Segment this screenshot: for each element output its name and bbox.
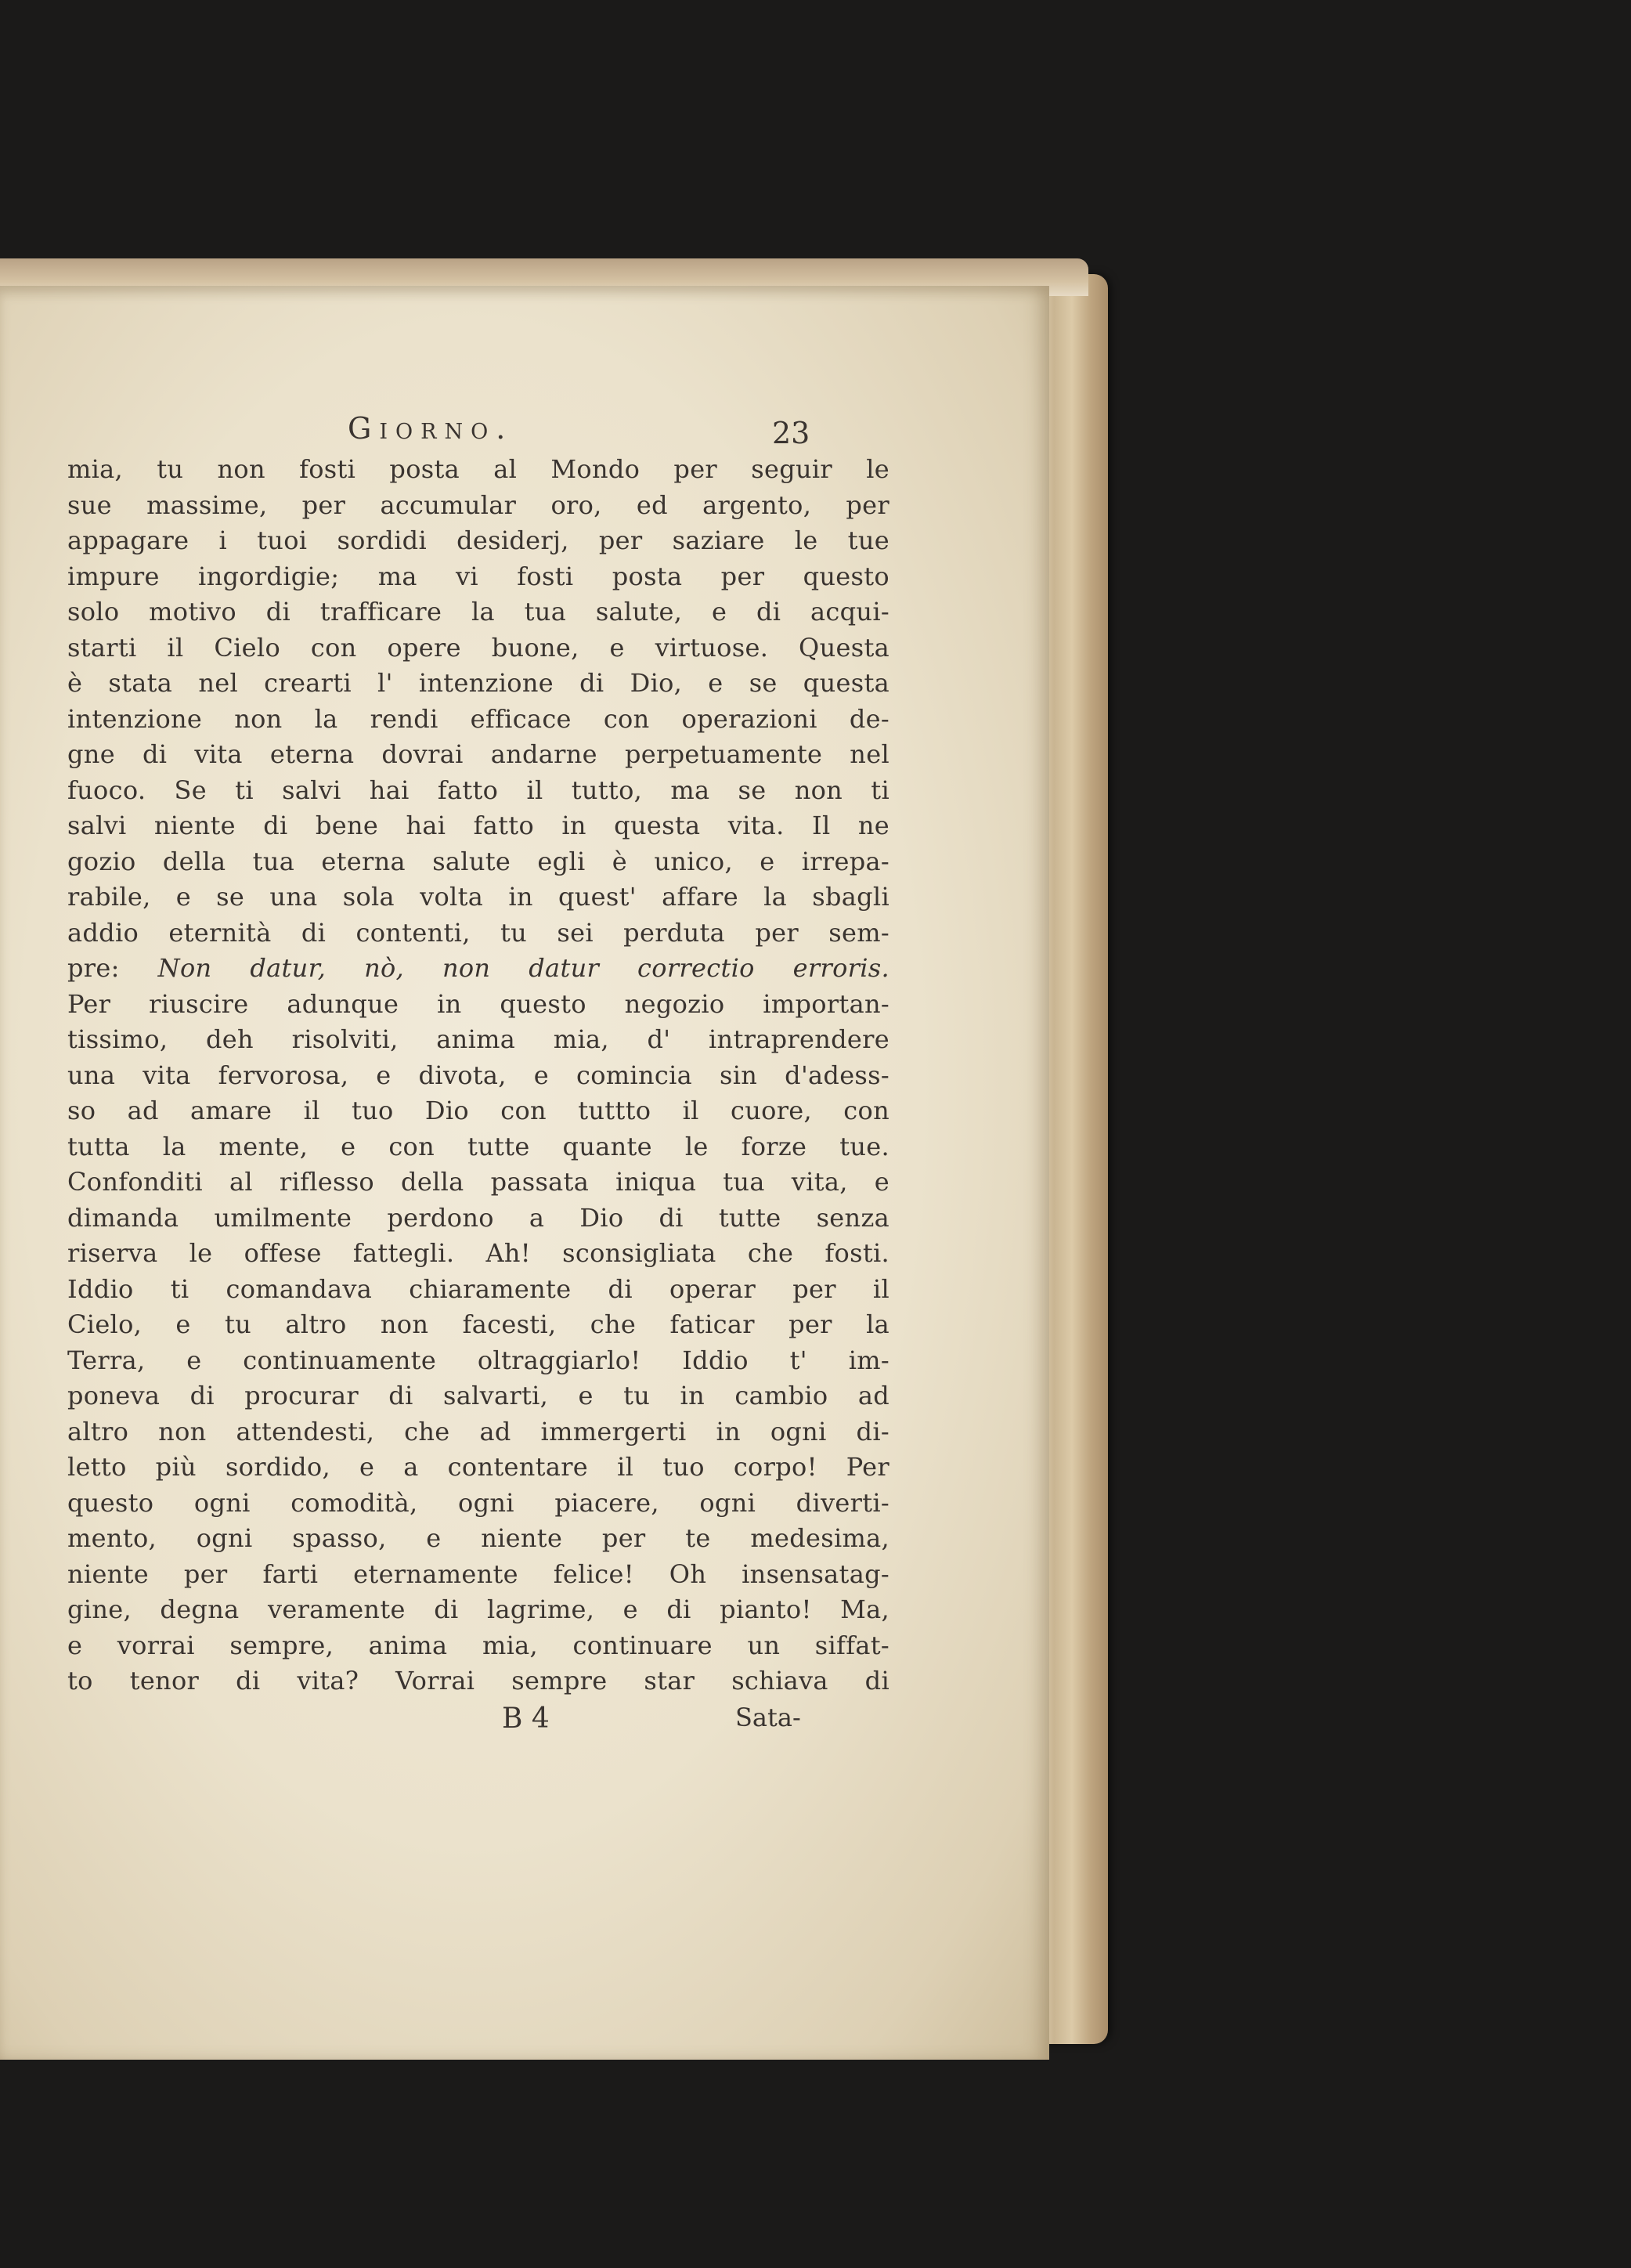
text-line: altro non attendesti, che ad immergerti in ogni di- xyxy=(67,1416,889,1446)
text-line: starti il Cielo con opere buone, e virtuose. Questa xyxy=(67,632,889,663)
text-line: sue massime, per accumular oro, ed argento, per xyxy=(67,489,889,520)
text-line: letto più sordido, e a contentare il tuo corpo! Per xyxy=(67,1452,889,1482)
text-line: gozio della tua eterna salute egli è unico, e irrepa- xyxy=(67,846,889,876)
text-line-latin-quote: pre: Non datur, nò, non datur correctio erroris. xyxy=(67,953,889,983)
text-line: rabile, e se una sola volta in quest' affare la sbagli xyxy=(67,882,889,912)
text-line: Confonditi al riflesso della passata iniqua tua vita, e xyxy=(67,1167,889,1197)
text-line: tissimo, deh risolviti, anima mia, d' intraprendere xyxy=(67,1024,889,1054)
text-line: gine, degna veramente di lagrime, e di pianto! Ma, xyxy=(67,1594,889,1624)
text-line: una vita fervorosa, e divota, e comincia sin d'adess- xyxy=(67,1060,889,1090)
text-line: addio eternità di contenti, tu sei perduta per sem- xyxy=(67,917,889,948)
text-line: mento, ogni spasso, e niente per te medesima, xyxy=(67,1523,889,1553)
page-text-block xyxy=(67,411,889,1742)
page-number: 23 xyxy=(772,416,810,450)
text-line: gne di vita eterna dovrai andarne perpetuamente nel xyxy=(67,739,889,769)
text-line: so ad amare il tuo Dio con tuttto il cuore, con xyxy=(67,1096,889,1125)
running-title: Giorno. xyxy=(348,411,514,446)
text-line: è stata nel crearti l' intenzione di Dio, e se questa xyxy=(67,668,889,698)
text-line: poneva di procurar di salvarti, e tu in cambio ad xyxy=(67,1381,889,1410)
text-line: solo motivo di trafficare la tua salute, e di acqui- xyxy=(67,597,889,627)
text-line: Cielo, e tu altro non facesti, che faticar per la xyxy=(67,1309,889,1339)
text-line: Terra, e continuamente oltraggiarlo! Iddio t' im- xyxy=(67,1345,889,1375)
page-footer xyxy=(67,1703,889,1742)
text-line: e vorrai sempre, anima mia, continuare un siffat- xyxy=(67,1630,889,1660)
book-page xyxy=(0,286,1049,2060)
signature-mark: B 4 xyxy=(502,1702,550,1735)
text-line: Iddio ti comandava chiaramente di operar per il xyxy=(67,1273,889,1304)
body-text xyxy=(67,452,889,1699)
text-line: to tenor di vita? Vorrai sempre star schiava di xyxy=(67,1666,889,1696)
text-line: niente per farti eternamente felice! Oh insensatag- xyxy=(67,1558,889,1589)
text-line: intenzione non la rendi efficace con operazioni de- xyxy=(67,703,889,734)
text-line: fuoco. Se ti salvi hai fatto il tutto, ma se non ti xyxy=(67,775,889,805)
text-line: questo ogni comodità, ogni piacere, ogni diverti- xyxy=(67,1487,889,1518)
running-head xyxy=(67,411,889,450)
catchword: Sata- xyxy=(735,1702,801,1732)
text-line: dimanda umilmente perdono a Dio di tutte senza xyxy=(67,1202,889,1233)
text-line: impure ingordigie; ma vi fosti posta per questo xyxy=(67,561,889,591)
text-line: mia, tu non fosti posta al Mondo per seguir le xyxy=(67,454,889,484)
text-line: Per riuscire adunque in questo negozio importan- xyxy=(67,988,889,1019)
text-line: appagare i tuoi sordidi desiderj, per saziare le tue xyxy=(67,525,889,555)
text-line: salvi niente di bene hai fatto in questa vita. Il ne xyxy=(67,811,889,840)
text-line: tutta la mente, e con tutte quante le forze tue. xyxy=(67,1131,889,1161)
book xyxy=(0,258,1112,2060)
text-line: riserva le offese fattegli. Ah! sconsigliata che fosti. xyxy=(67,1238,889,1268)
